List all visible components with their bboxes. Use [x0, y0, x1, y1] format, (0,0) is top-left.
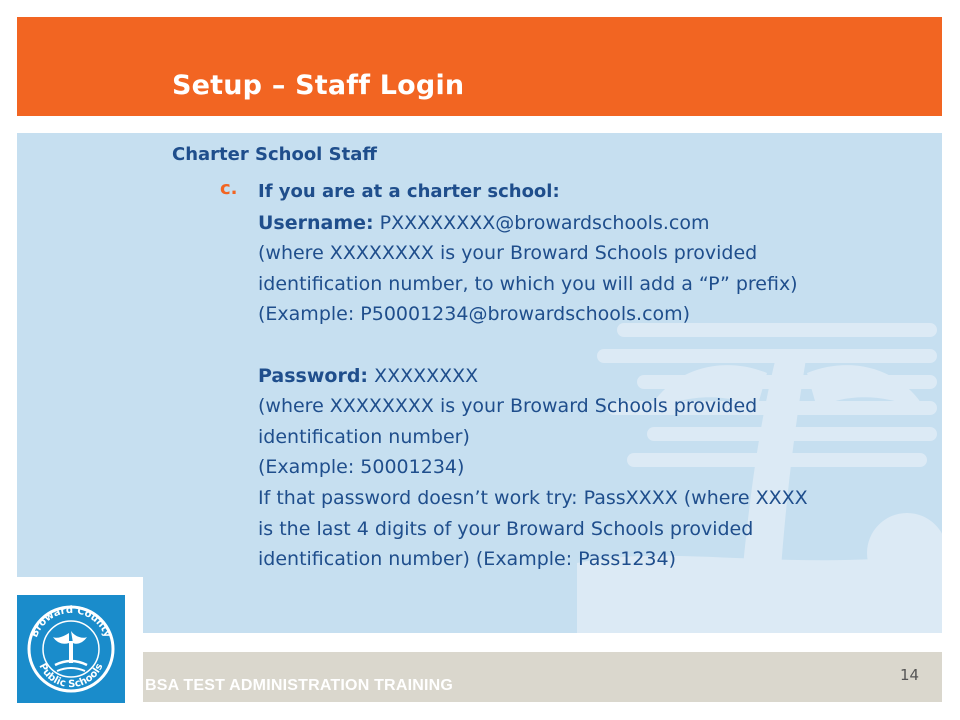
section-heading: Charter School Staff [172, 144, 377, 165]
password-label: Password: [258, 364, 369, 387]
password-line [258, 361, 930, 392]
username-label: Username: [258, 211, 374, 234]
fallback-line-3: identification number) (Example: Pass1234) [258, 548, 676, 571]
password-value: XXXXXXXX [368, 364, 479, 387]
fallback-line-2: is the last 4 digits of your Broward Schools provided [258, 517, 754, 540]
password-note-2: identification number) [258, 425, 470, 448]
username-note-1: (where XXXXXXXX is your Broward Schools provided [258, 242, 758, 265]
list-marker: c. [220, 178, 238, 199]
page-number: 14 [900, 666, 920, 684]
title-band [17, 17, 942, 116]
username-value: PXXXXXXXX@browardschools.com [373, 211, 710, 234]
spacer [258, 330, 930, 361]
username-example: (Example: P50001234@browardschools.com) [258, 303, 691, 326]
login-instructions [258, 177, 930, 575]
broward-seal-icon [17, 595, 125, 703]
svg-text:Public Schools: Public Schools [36, 661, 106, 691]
svg-text:Broward County: Broward County [29, 604, 113, 640]
password-example: (Example: 50001234) [258, 456, 465, 479]
item-heading: If you are at a charter school: [258, 181, 560, 202]
password-note-1: (where XXXXXXXX is your Broward Schools provided [258, 395, 758, 418]
fallback-line-1: If that password doesn’t work try: PassXXXX (where XXXX [258, 486, 808, 509]
username-note-2: identification number, to which you will add a “P” prefix) [258, 272, 798, 295]
footer-text: BSA TEST ADMINISTRATION TRAINING [145, 677, 454, 694]
username-line [258, 208, 930, 239]
broward-logo [17, 595, 125, 703]
slide-title: Setup – Staff Login [172, 70, 465, 101]
